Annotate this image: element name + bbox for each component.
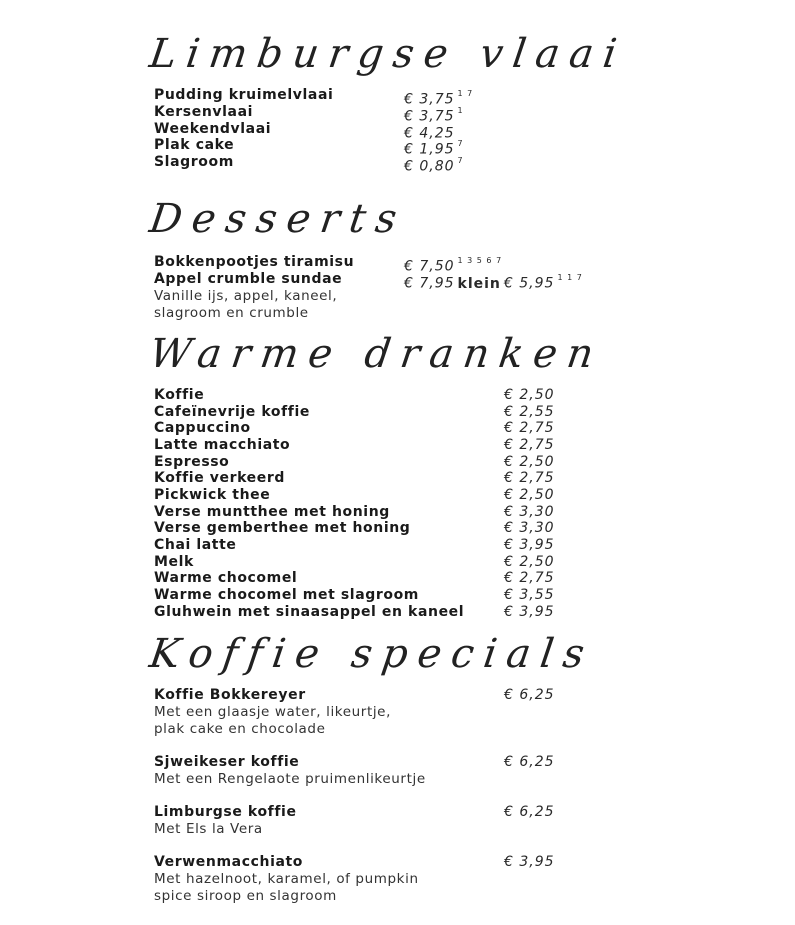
- menu-item: [154, 604, 555, 621]
- menu-item: [154, 104, 464, 125]
- menu-item: [154, 271, 583, 292]
- item-name: Koffie verkeerd: [154, 470, 285, 486]
- menu-item: [154, 504, 555, 521]
- item-description: spice siroop en slagroom: [154, 888, 337, 904]
- item-price: € 2,75: [504, 420, 555, 436]
- item-price: € 2,50: [504, 387, 555, 403]
- item-price: € 3,75 $^1$: [404, 106, 464, 125]
- menu-item: [154, 121, 455, 142]
- item-price: € 3,75 $^{1 7}$: [404, 89, 474, 108]
- menu-item: [154, 554, 555, 571]
- item-price: € 2,75: [504, 470, 555, 486]
- allergen-codes: 1: [457, 106, 464, 115]
- item-description: plak cake en chocolade: [154, 721, 326, 737]
- size-label: klein: [457, 275, 501, 292]
- allergen-codes: 7: [457, 139, 464, 148]
- menu-item: [154, 254, 503, 275]
- item-name: Koffie Bokkereyer: [154, 687, 306, 703]
- menu-item: [154, 687, 555, 704]
- item-name: Warme chocomel met slagroom: [154, 587, 419, 603]
- item-name: Pickwick thee: [154, 487, 271, 503]
- item-price: € 3,95: [504, 604, 555, 620]
- item-name: Bokkenpootjes tiramisu: [154, 254, 355, 270]
- menu-item: [154, 470, 555, 487]
- menu-item: [154, 570, 555, 587]
- item-price: € 4,25: [404, 125, 455, 142]
- section-title: Koffie specials: [146, 631, 598, 677]
- allergen-codes: 1 3 5 6 7: [457, 256, 503, 265]
- item-name: Slagroom: [154, 154, 234, 170]
- item-description: Met een glaasje water, likeurtje,: [154, 704, 391, 720]
- menu-item: [154, 854, 555, 871]
- menu-item: [154, 420, 555, 437]
- section-title: Limburgse vlaai: [146, 31, 630, 77]
- item-description: slagroom en crumble: [154, 305, 309, 321]
- item-name: Chai latte: [154, 537, 237, 553]
- item-name: Koffie: [154, 387, 205, 403]
- item-name: Latte macchiato: [154, 437, 291, 453]
- item-name: Weekendvlaai: [154, 121, 272, 137]
- item-price: € 3,95: [504, 537, 555, 553]
- item-name: Verse gemberthee met honing: [154, 520, 411, 536]
- item-name: Melk: [154, 554, 194, 570]
- item-name: Cafeïnevrije koffie: [154, 404, 310, 420]
- menu-item: [154, 454, 555, 471]
- item-price: € 3,95: [504, 854, 555, 870]
- item-price: € 3,55: [504, 587, 555, 603]
- item-name: Plak cake: [154, 137, 235, 153]
- allergen-codes: 1 7: [457, 89, 474, 98]
- item-price: € 2,50: [504, 487, 555, 503]
- item-price: € 2,50: [504, 454, 555, 470]
- section-title: Warme dranken: [146, 331, 607, 377]
- item-price: € 6,25: [504, 804, 555, 820]
- menu-item: [154, 387, 555, 404]
- item-name: Cappuccino: [154, 420, 251, 436]
- menu-item: [154, 587, 555, 604]
- item-price: € 2,55: [504, 404, 555, 420]
- item-price: € 7,95 klein € 5,95 $^{1 1 7}$: [404, 273, 583, 292]
- menu-item: [154, 87, 474, 108]
- item-price: € 6,25: [504, 754, 555, 770]
- item-price: € 3,30: [504, 520, 555, 536]
- small-price: € 5,95: [503, 275, 555, 292]
- item-price: € 1,95 $^7$: [404, 139, 464, 158]
- item-price: € 2,75: [504, 570, 555, 586]
- item-name: Verse muntthee met honing: [154, 504, 390, 520]
- item-description: Met hazelnoot, karamel, of pumpkin: [154, 871, 419, 887]
- item-price: € 3,30: [504, 504, 555, 520]
- item-price: € 0,80 $^7$: [404, 156, 464, 175]
- section-title: Desserts: [146, 196, 410, 242]
- menu-item: [154, 154, 464, 175]
- item-name: Appel crumble sundae: [154, 271, 343, 287]
- item-name: Kersenvlaai: [154, 104, 254, 120]
- item-name: Limburgse koffie: [154, 804, 297, 820]
- menu-item: [154, 404, 555, 421]
- allergen-codes: 1 1 7: [557, 273, 583, 282]
- item-name: Sjweikeser koffie: [154, 754, 300, 770]
- menu-item: [154, 520, 555, 537]
- item-name: Espresso: [154, 454, 230, 470]
- item-name: Verwenmacchiato: [154, 854, 304, 870]
- menu-item: [154, 437, 555, 454]
- item-price: € 7,50 $^{1 3 5 6 7}$: [404, 256, 503, 275]
- item-price: € 2,75: [504, 437, 555, 453]
- item-description: Met Els la Vera: [154, 821, 263, 837]
- menu-item: [154, 537, 555, 554]
- item-name: Pudding kruimelvlaai: [154, 87, 334, 103]
- item-description: Met een Rengelaote pruimenlikeurtje: [154, 771, 426, 787]
- allergen-codes: 7: [457, 156, 464, 165]
- menu-item: [154, 487, 555, 504]
- menu-item: [154, 137, 464, 158]
- item-name: Gluhwein met sinaasappel en kaneel: [154, 604, 465, 620]
- item-price: € 2,50: [504, 554, 555, 570]
- menu-item: [154, 754, 555, 771]
- item-name: Warme chocomel: [154, 570, 298, 586]
- item-description: Vanille ijs, appel, kaneel,: [154, 288, 338, 304]
- menu-item: [154, 804, 555, 821]
- item-price: € 6,25: [504, 687, 555, 703]
